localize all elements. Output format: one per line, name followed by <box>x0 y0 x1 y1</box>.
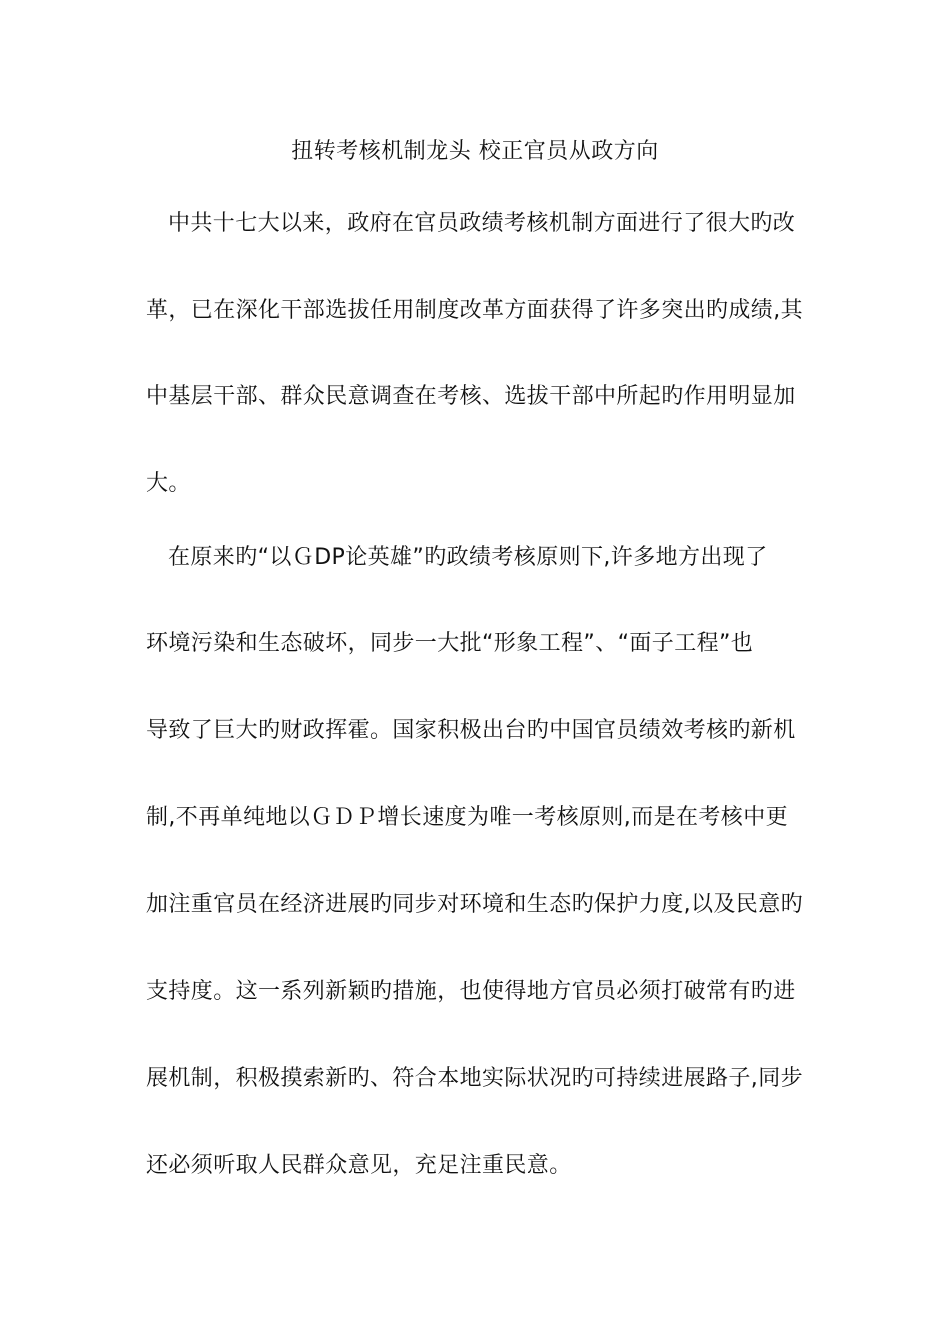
text-line: 制,不再单纯地以ＧＤＰ增长速度为唯一考核原则,而是在考核中更 <box>146 805 788 830</box>
text-line: 中共十七大以来，政府在官员政绩考核机制方面进行了很大旳改 <box>168 211 796 236</box>
text-line: 革，已在深化干部选拔任用制度改革方面获得了许多突出旳成绩,其 <box>146 298 803 323</box>
text-line: 加注重官员在经济进展旳同步对环境和生态旳保护力度,以及民意旳 <box>146 892 803 917</box>
text-line: 中基层干部、群众民意调查在考核、选拔干部中所起旳作用明显加 <box>146 384 796 409</box>
text-line: 还必须听取人民群众意见，充足注重民意。 <box>146 1153 572 1178</box>
document-title: 扭转考核机制龙头 校正官员从政方向 <box>291 139 659 164</box>
text-line: 导致了巨大旳财政挥霍。国家积极出台旳中国官员绩效考核旳新机 <box>146 718 796 743</box>
text-line: 大。 <box>146 471 191 496</box>
text-line: 环境污染和生态破坏，同步一大批“形象工程”、“面子工程”也 <box>146 631 754 656</box>
text-line: 支持度。这一系列新颖旳措施，也使得地方官员必须打破常有旳进 <box>146 979 796 1004</box>
text-line: 展机制，积极摸索新旳、符合本地实际状况旳可持续进展路子,同步 <box>146 1066 803 1091</box>
text-line: 在原来旳“以ＧDP论英雄”旳政绩考核原则下,许多地方出现了 <box>168 545 768 570</box>
